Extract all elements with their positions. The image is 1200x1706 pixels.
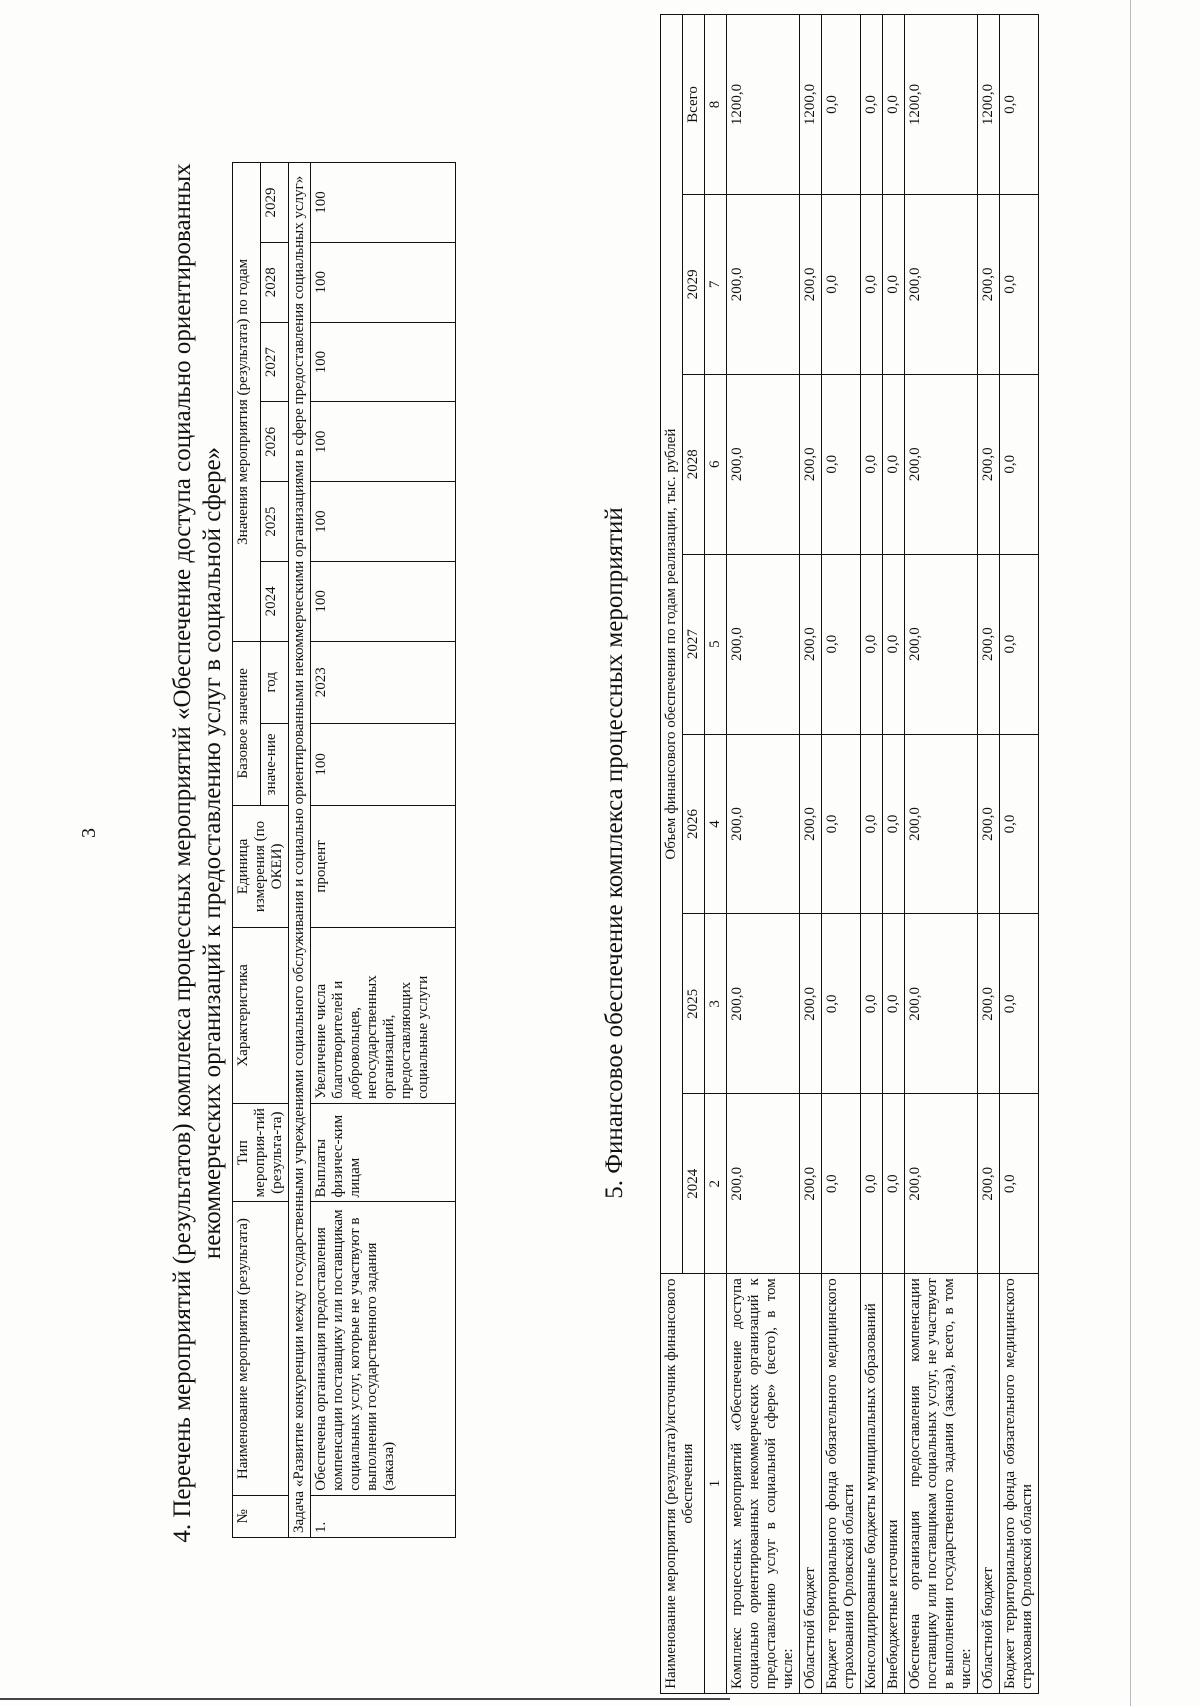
- header-year: 2028: [683, 374, 705, 554]
- row-base-year: 2023: [311, 641, 456, 723]
- row-name: Бюджет территориального фонда обязательного медицинского страхования Орловской области: [1000, 1274, 1039, 1694]
- header-year: 2027: [683, 554, 705, 734]
- header-base-year: год: [261, 641, 289, 723]
- header-unit: Единица измерения (по ОКЕИ): [233, 805, 289, 927]
- header-base: Базовое значение: [233, 641, 261, 805]
- row-value: 0,0: [883, 374, 905, 554]
- header-total: Всего: [683, 15, 705, 195]
- header-source-name: Наименование мероприятия (результата)/источник финансового обеспечения: [661, 1274, 705, 1694]
- header-year: 2026: [261, 402, 289, 482]
- row-value: 200,0: [800, 914, 822, 1094]
- row-value: 0,0: [861, 1094, 883, 1274]
- row-value: 0,0: [861, 914, 883, 1094]
- row-value: 200,0: [905, 734, 978, 914]
- row-name: Обеспечена организация предоставления компенсации поставщику или поставщикам социальных услуг, которые не участвуют в выполнении государственного задания (заказа): [311, 1202, 456, 1495]
- col-number: 2: [705, 1094, 727, 1274]
- row-value: 0,0: [883, 914, 905, 1094]
- page-number: 3: [78, 828, 100, 838]
- row-base-value: 100: [311, 723, 456, 805]
- row-total: 1200,0: [800, 15, 822, 195]
- row-value: 200,0: [800, 554, 822, 734]
- row-value: 0,0: [1000, 194, 1039, 374]
- row-value: 200,0: [978, 374, 1000, 554]
- header-year: 2028: [261, 242, 289, 322]
- table-row: [883, 15, 905, 1694]
- header-year: 2025: [261, 482, 289, 562]
- row-value: 0,0: [883, 554, 905, 734]
- header-year: 2029: [683, 194, 705, 374]
- row-value: 0,0: [861, 734, 883, 914]
- row-value: 200,0: [727, 374, 800, 554]
- row-value: 200,0: [727, 914, 800, 1094]
- row-value: 200,0: [905, 914, 978, 1094]
- row-value: 100: [311, 561, 456, 641]
- row-value: 200,0: [905, 1094, 978, 1274]
- col-number: 3: [705, 914, 727, 1094]
- header-values-by-year: Значения мероприятия (результата) по годам: [233, 163, 261, 642]
- section4-table: [232, 162, 456, 1538]
- row-value: 200,0: [905, 194, 978, 374]
- col-number: 7: [705, 194, 727, 374]
- row-name: Обеспечена организация предоставления компенсации поставщику или поставщикам социальных услуг, не участвуют в выполнении государственного задания (заказа), всего, в том числе:: [905, 1274, 978, 1694]
- row-value: 0,0: [883, 194, 905, 374]
- row-value: 200,0: [800, 194, 822, 374]
- row-value: 0,0: [822, 554, 861, 734]
- header-year: 2024: [261, 561, 289, 641]
- table-row: [905, 15, 978, 1694]
- row-name: Консолидированные бюджеты муниципальных образований: [861, 1274, 883, 1694]
- row-total: 1200,0: [905, 15, 978, 195]
- row-value: 200,0: [978, 1094, 1000, 1274]
- row-value: 200,0: [978, 194, 1000, 374]
- header-base-value: значе-ние: [261, 723, 289, 805]
- row-value: 0,0: [861, 194, 883, 374]
- row-value: 200,0: [978, 554, 1000, 734]
- row-unit: процент: [311, 805, 456, 927]
- row-value: 0,0: [1000, 734, 1039, 914]
- row-value: 0,0: [822, 194, 861, 374]
- row-total: 1200,0: [727, 15, 800, 195]
- col-number: 8: [705, 15, 727, 195]
- col-number: 4: [705, 734, 727, 914]
- header-name: Наименование мероприятия (результата): [233, 1202, 289, 1495]
- header-year: 2029: [261, 163, 289, 243]
- row-value: 0,0: [1000, 554, 1039, 734]
- row-num: 1.: [311, 1495, 456, 1537]
- row-value: 200,0: [978, 914, 1000, 1094]
- row-name: Внебюджетные источники: [883, 1274, 905, 1694]
- row-value: 0,0: [1000, 374, 1039, 554]
- row-total: 0,0: [1000, 15, 1039, 195]
- row-value: 100: [311, 402, 456, 482]
- row-value: 200,0: [800, 1094, 822, 1274]
- header-year: 2027: [261, 322, 289, 402]
- row-value: 0,0: [861, 374, 883, 554]
- row-value: 200,0: [800, 734, 822, 914]
- row-value: 0,0: [822, 1094, 861, 1274]
- row-value: 0,0: [822, 914, 861, 1094]
- row-name: Бюджет территориального фонда обязательного медицинского страхования Орловской области: [822, 1274, 861, 1694]
- col-number: 5: [705, 554, 727, 734]
- header-year: 2024: [683, 1094, 705, 1274]
- table-row: [727, 15, 800, 1694]
- row-value: 200,0: [727, 194, 800, 374]
- header-type: Тип мероприя-тий (результа-та): [233, 1103, 289, 1202]
- row-value: 0,0: [822, 374, 861, 554]
- header-year: 2025: [683, 914, 705, 1094]
- finance-rows: [727, 15, 1039, 1694]
- section5-title: 5. Финансовое обеспечение комплекса процессных мероприятий: [601, 507, 628, 1199]
- row-value: 100: [311, 322, 456, 402]
- row-value: 0,0: [1000, 914, 1039, 1094]
- section4-title: 4. Перечень мероприятий (результатов) комплекса процессных мероприятий «Обеспечение доступа социально ориентированных некоммерческих организаций к предоставлению услуг в социальной сфере»: [169, 163, 226, 1543]
- row-value: 0,0: [883, 734, 905, 914]
- row-total: 1200,0: [978, 15, 1000, 195]
- row-value: 200,0: [978, 734, 1000, 914]
- header-volume: Объем финансового обеспечения по годам реализации, тыс. рублей: [661, 15, 683, 1274]
- row-value: 200,0: [727, 554, 800, 734]
- row-value: 0,0: [883, 1094, 905, 1274]
- row-name: Областной бюджет: [978, 1274, 1000, 1694]
- header-year: 2026: [683, 734, 705, 914]
- row-value: 0,0: [822, 734, 861, 914]
- row-value: 200,0: [905, 374, 978, 554]
- table-row: [978, 15, 1000, 1694]
- row-value: 0,0: [1000, 1094, 1039, 1274]
- row-name: Областной бюджет: [800, 1274, 822, 1694]
- section5-table: [660, 14, 1039, 1694]
- row-value: 200,0: [727, 734, 800, 914]
- row-value: 100: [311, 163, 456, 243]
- row-type: Выплаты физичес-ким лицам: [311, 1103, 456, 1202]
- table-row: [1000, 15, 1039, 1694]
- col-number: 1: [705, 1274, 727, 1694]
- row-value: 200,0: [800, 374, 822, 554]
- header-num: №: [233, 1495, 289, 1537]
- col-number: 6: [705, 374, 727, 554]
- row-characteristic: Увеличение числа благотворителей и добровольцев, негосударственных организаций, предоставляющих социальные услуги: [311, 927, 456, 1103]
- row-value: 200,0: [905, 554, 978, 734]
- row-total: 0,0: [861, 15, 883, 195]
- row-name: Комплекс процессных мероприятий «Обеспечение доступа социально ориентированных некоммерческих организаций к предоставлению услуг в социальной сфере» (всего), в том числе:: [727, 1274, 800, 1694]
- row-total: 0,0: [822, 15, 861, 195]
- table-row: [800, 15, 822, 1694]
- task-row: Задача «Развитие конкуренции между государственными учреждениями социального обслуживания и социально ориентированными некоммерческими организациями в сфере предоставления социальных услуг»: [289, 163, 311, 1538]
- row-total: 0,0: [883, 15, 905, 195]
- row-value: 200,0: [727, 1094, 800, 1274]
- row-value: 100: [311, 242, 456, 322]
- table-row: [822, 15, 861, 1694]
- header-characteristic: Характеристика: [233, 927, 289, 1103]
- row-value: 100: [311, 482, 456, 562]
- row-value: 0,0: [861, 554, 883, 734]
- table-row: [861, 15, 883, 1694]
